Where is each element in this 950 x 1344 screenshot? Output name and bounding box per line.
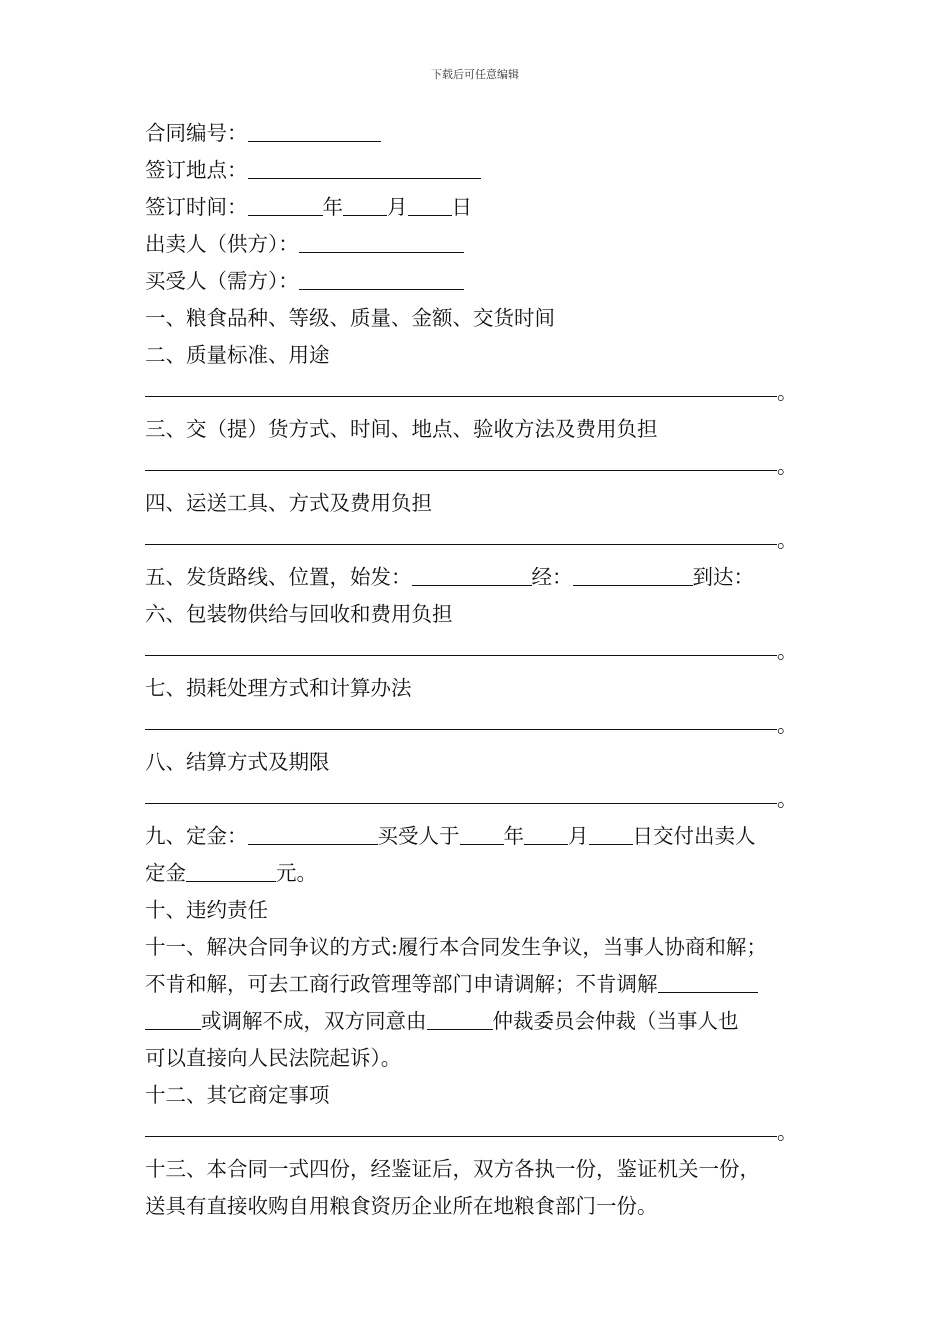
section-4: 四、运送工具、方式及费用负担	[145, 491, 432, 515]
period-mark: 。	[777, 454, 798, 478]
year-label: 年	[322, 195, 343, 219]
sign-place-blank[interactable]	[248, 153, 481, 179]
section-11-line-3	[145, 1003, 825, 1040]
buyer-row	[145, 263, 825, 300]
buyer-blank[interactable]	[299, 264, 464, 290]
page-header-watermark: 下载后可任意编辑	[431, 68, 519, 81]
sign-time-row	[145, 189, 825, 226]
section-13-line-2: 送具有直接收购自用粮食资历企业所在地粮食部门一份。	[145, 1194, 658, 1218]
deposit-amount-label: 定金	[145, 861, 186, 885]
section-1: 一、粮食品种、等级、质量、金额、交货时间	[145, 306, 555, 330]
mediation-blank-2[interactable]	[145, 1004, 201, 1030]
section-11-text: 不肯和解，可去工商行政管理等部门申请调解；不肯调解	[145, 972, 658, 996]
period-mark: 。	[777, 639, 798, 663]
fill-line	[145, 470, 777, 471]
section-8-blank-line[interactable]	[145, 781, 825, 818]
section-8: 八、结算方式及期限	[145, 750, 330, 774]
seller-blank[interactable]	[299, 227, 464, 253]
period-mark: 。	[777, 380, 798, 404]
section-11-text-b: 或调解不成，双方同意由	[201, 1009, 427, 1033]
section-7: 七、损耗处理方式和计算办法	[145, 676, 412, 700]
fill-line	[145, 803, 777, 804]
section-10: 十、违约责任	[145, 898, 268, 922]
deposit-month-label: 月	[568, 824, 589, 848]
section-9	[145, 818, 825, 855]
contract-body	[145, 115, 825, 1225]
sign-place-row	[145, 152, 825, 189]
deposit-year-blank[interactable]	[460, 819, 504, 845]
month-label: 月	[387, 195, 408, 219]
section-2: 二、质量标准、用途	[145, 343, 330, 367]
sign-time-label: 签订时间：	[145, 195, 248, 219]
day-label: 日	[451, 195, 472, 219]
deposit-month-blank[interactable]	[524, 819, 568, 845]
sign-place-label: 签订地点：	[145, 158, 248, 182]
section-4-blank-line[interactable]	[145, 522, 825, 559]
fill-line	[145, 655, 777, 656]
deposit-label: 九、定金：	[145, 824, 248, 848]
section-5-arrive-label: 到达：	[692, 565, 754, 589]
yuan-label: 元。	[276, 861, 317, 885]
fill-line	[145, 1136, 777, 1137]
sign-day-blank[interactable]	[408, 190, 452, 216]
contract-no-label: 合同编号：	[145, 121, 248, 145]
section-7-blank-line[interactable]	[145, 707, 825, 744]
deposit-day-blank[interactable]	[589, 819, 633, 845]
sign-month-blank[interactable]	[343, 190, 387, 216]
buyer-pay-label: 买受人于	[377, 824, 460, 848]
deposit-day-label: 日交付出卖人	[632, 824, 756, 848]
buyer-label: 买受人（需方）：	[145, 269, 299, 293]
period-mark: 。	[777, 1120, 798, 1144]
section-6-blank-line[interactable]	[145, 633, 825, 670]
fill-line	[145, 396, 777, 397]
section-2-blank-line[interactable]	[145, 374, 825, 411]
section-5	[145, 559, 825, 596]
deposit-amount-blank[interactable]	[186, 856, 276, 882]
section-3: 三、交（提）货方式、时间、地点、验收方法及费用负担	[145, 417, 658, 441]
fill-line	[145, 729, 777, 730]
deposit-blank[interactable]	[248, 819, 378, 845]
seller-row	[145, 226, 825, 263]
section-5-start-label: 五、发货路线、位置，始发：	[145, 565, 412, 589]
section-11-line-1: 十一、解决合同争议的方式:履行本合同发生争议，当事人协商和解；	[145, 935, 767, 959]
mediation-blank-1[interactable]	[658, 967, 758, 993]
sign-year-blank[interactable]	[248, 190, 323, 216]
section-11-line-4: 可以直接向人民法院起诉）。	[145, 1046, 402, 1070]
deposit-year-label: 年	[503, 824, 524, 848]
route-via-blank[interactable]	[573, 560, 693, 586]
section-5-via-label: 经：	[531, 565, 573, 589]
period-mark: 。	[777, 528, 798, 552]
section-6: 六、包装物供给与回收和费用负担	[145, 602, 453, 626]
period-mark: 。	[777, 713, 798, 737]
period-mark: 。	[777, 787, 798, 811]
seller-label: 出卖人（供方）：	[145, 232, 299, 256]
fill-line	[145, 544, 777, 545]
contract-no-row	[145, 115, 825, 152]
section-12-blank-line[interactable]	[145, 1114, 825, 1151]
section-3-blank-line[interactable]	[145, 448, 825, 485]
contract-no-blank[interactable]	[248, 116, 381, 142]
section-13-line-1: 十三、本合同一式四份，经鉴证后，双方各执一份，鉴证机关一份，	[145, 1157, 760, 1181]
section-11-line-2	[145, 966, 825, 1003]
section-12: 十二、其它商定事项	[145, 1083, 330, 1107]
route-start-blank[interactable]	[412, 560, 532, 586]
arbitration-committee-blank[interactable]	[427, 1004, 493, 1030]
section-9-cont	[145, 855, 825, 892]
section-11-text-c: 仲裁委员会仲裁（当事人也	[492, 1009, 739, 1033]
